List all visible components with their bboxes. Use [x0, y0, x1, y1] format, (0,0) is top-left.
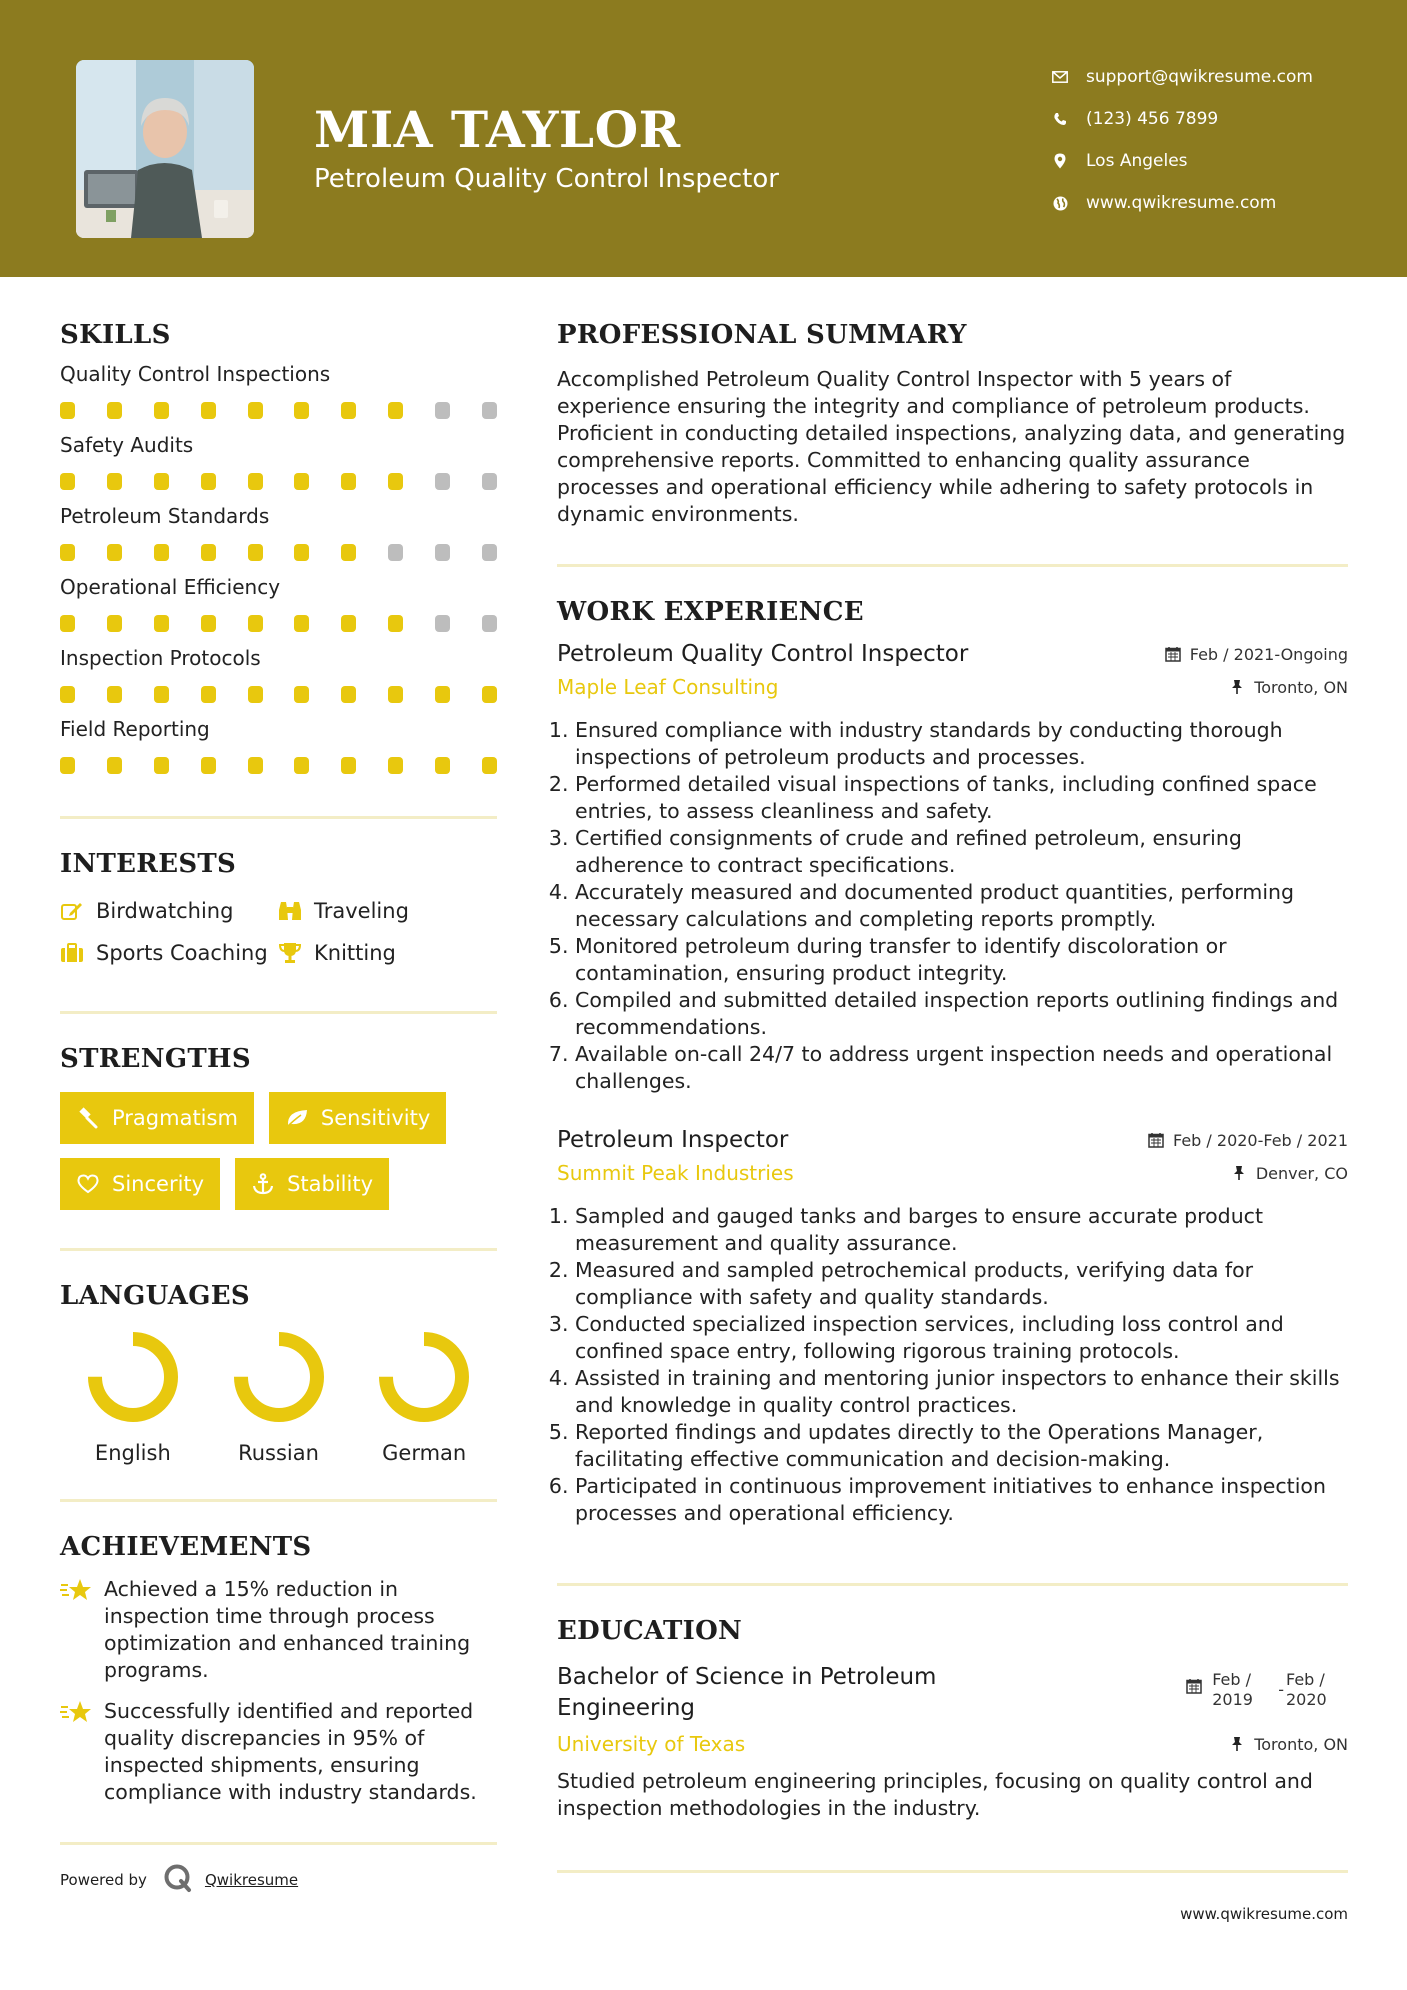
- skill-item: [60, 646, 497, 703]
- achievement-text: Successfully identified and reported quality discrepancies in 95% of inspected shipments, ensuring compliance with industry standards.: [104, 1699, 477, 1804]
- strength-label: Pragmatism: [112, 1106, 238, 1130]
- pencil-square-icon: [60, 899, 84, 923]
- strength-label: Stability: [287, 1172, 374, 1196]
- globe-icon: [1050, 193, 1070, 213]
- job-bullet: 2. Performed detailed visual inspections of tanks, including confined space entries, to assess cleanliness and safety.: [575, 771, 1348, 825]
- rating-dot-filled: [294, 757, 309, 774]
- job-dates-text: Feb / 2020-Feb / 2021: [1173, 1130, 1348, 1150]
- skill-name: Operational Efficiency: [60, 575, 281, 599]
- strength-chip: [60, 1092, 254, 1144]
- rating-dot-filled: [294, 686, 309, 703]
- rating-dot-filled: [341, 402, 356, 419]
- summary-section: [557, 320, 1348, 528]
- powered-by-text: Powered by: [60, 1871, 147, 1889]
- interest-item: [278, 899, 497, 923]
- rating-dot-filled: [201, 615, 216, 632]
- skill-item: [60, 717, 497, 774]
- contact-website[interactable]: [1050, 182, 1313, 224]
- thumbtack-icon: [1230, 1164, 1248, 1182]
- company-name: Maple Leaf Consulting: [557, 675, 779, 699]
- rating-dot-filled: [60, 686, 75, 703]
- job-bullet: 5. Monitored petroleum during transfer to identify discoloration or contamination, ensuring product integrity.: [575, 933, 1348, 987]
- rating-dot-filled: [341, 473, 356, 490]
- strength-chip: [60, 1158, 220, 1210]
- contact-location: [1050, 140, 1313, 182]
- star-icon: [60, 1698, 94, 1728]
- rating-dot-filled: [201, 686, 216, 703]
- rating-dot-filled: [294, 473, 309, 490]
- contact-email-text: support@qwikresume.com: [1086, 67, 1313, 87]
- skill-name: Quality Control Inspections: [60, 362, 331, 386]
- heart-icon: [76, 1172, 100, 1196]
- rating-dot-filled: [248, 757, 263, 774]
- rating-dot-filled: [60, 544, 75, 561]
- rating-dot-filled: [294, 402, 309, 419]
- strengths-section: [60, 1044, 497, 1210]
- rating-dot-filled: [201, 402, 216, 419]
- experience-section: [557, 597, 1348, 1527]
- achievement-item: [60, 1576, 497, 1684]
- rating-dot-empty: [435, 544, 450, 561]
- rating-dot-filled: [482, 757, 497, 774]
- rating-dot-filled: [341, 544, 356, 561]
- rating-dot-filled: [107, 544, 122, 561]
- job-bullets: [557, 717, 1348, 1095]
- job-bullet: 1. Sampled and gauged tanks and barges to ensure accurate product measurement and quality assurance.: [575, 1203, 1348, 1257]
- summary-title: PROFESSIONAL SUMMARY: [557, 320, 967, 350]
- strength-chip: [269, 1092, 446, 1144]
- section-divider: [60, 816, 497, 819]
- rating-dot-filled: [154, 544, 169, 561]
- skill-name: Safety Audits: [60, 433, 194, 457]
- calendar-icon: [1147, 1131, 1165, 1149]
- anchor-icon: [251, 1172, 275, 1196]
- rating-dot-filled: [201, 473, 216, 490]
- rating-dot-filled: [435, 686, 450, 703]
- interest-label: Birdwatching: [96, 899, 234, 923]
- skill-item: [60, 433, 497, 490]
- interests-title: INTERESTS: [60, 849, 237, 879]
- language-ring: [233, 1331, 325, 1423]
- skill-rating: [60, 615, 497, 632]
- interest-item: [278, 941, 497, 965]
- strength-label: Sincerity: [112, 1172, 205, 1196]
- rating-dot-filled: [107, 757, 122, 774]
- rating-dot-empty: [388, 544, 403, 561]
- job-title: Petroleum Quality Control Inspector: [557, 641, 969, 667]
- rating-dot-filled: [248, 615, 263, 632]
- rating-dot-filled: [107, 615, 122, 632]
- job-bullet: 7. Available on-call 24/7 to address urgent inspection needs and operational challenges.: [575, 1041, 1348, 1095]
- interest-item: [60, 941, 278, 965]
- interest-label: Knitting: [314, 941, 396, 965]
- section-divider: [60, 1011, 497, 1014]
- skills-list: [60, 362, 497, 774]
- rating-dot-filled: [60, 615, 75, 632]
- rating-dot-empty: [482, 544, 497, 561]
- skill-rating: [60, 402, 497, 419]
- job-dates: [1147, 1131, 1348, 1150]
- job-location-text: Toronto, ON: [1254, 677, 1348, 697]
- rating-dot-filled: [60, 757, 75, 774]
- rating-dot-empty: [482, 402, 497, 419]
- strengths-list: [60, 1092, 497, 1210]
- rating-dot-filled: [248, 544, 263, 561]
- company-name: Summit Peak Industries: [557, 1161, 794, 1185]
- rating-dot-filled: [388, 757, 403, 774]
- rating-dot-filled: [388, 473, 403, 490]
- rating-dot-filled: [60, 473, 75, 490]
- skills-title: SKILLS: [60, 320, 171, 350]
- rating-dot-filled: [435, 757, 450, 774]
- education-dates: [1186, 1670, 1348, 1710]
- trophy-icon: [278, 941, 302, 965]
- languages-title: LANGUAGES: [60, 1281, 250, 1311]
- language-ring-arc: [95, 1339, 171, 1415]
- rating-dot-empty: [435, 615, 450, 632]
- rating-dot-empty: [482, 615, 497, 632]
- leaf-icon: [285, 1106, 309, 1130]
- contact-list: [1050, 56, 1313, 224]
- section-divider: [60, 1248, 497, 1251]
- briefcase-icon: [60, 941, 84, 965]
- job-dates-text: Feb / 2021-Ongoing: [1189, 644, 1348, 664]
- contact-website-text: www.qwikresume.com: [1086, 193, 1277, 213]
- skill-name: Field Reporting: [60, 717, 210, 741]
- experience-title: WORK EXPERIENCE: [557, 597, 864, 627]
- rating-dot-filled: [107, 402, 122, 419]
- interest-label: Sports Coaching: [96, 941, 268, 965]
- education-start: Feb / 2019: [1212, 1670, 1253, 1709]
- section-divider: [60, 1499, 497, 1502]
- rating-dot-filled: [201, 757, 216, 774]
- achievement-item: [60, 1698, 497, 1806]
- job-location-text: Denver, CO: [1255, 1163, 1348, 1183]
- languages-section: [60, 1281, 497, 1465]
- candidate-name: MIA TAYLOR: [314, 100, 681, 159]
- language-ring: [87, 1331, 179, 1423]
- rating-dot-filled: [294, 544, 309, 561]
- skill-name: Petroleum Standards: [60, 504, 270, 528]
- job-title: Petroleum Inspector: [557, 1127, 789, 1153]
- job-bullet: 3. Conducted specialized inspection services, including loss control and confined space entry, following rigorous training protocols.: [575, 1311, 1348, 1365]
- thumbtack-icon: [1228, 678, 1246, 696]
- rating-dot-filled: [482, 686, 497, 703]
- education-location: [1228, 1735, 1348, 1754]
- calendar-icon: [1164, 645, 1182, 663]
- skill-rating: [60, 686, 497, 703]
- job-dates: [1164, 645, 1348, 664]
- degree-title: Bachelor of Science in Petroleum Engineering: [557, 1664, 937, 1721]
- skill-item: [60, 504, 497, 561]
- contact-email[interactable]: [1050, 56, 1313, 98]
- job-bullet: 4. Assisted in training and mentoring junior inspectors to enhance their skills and knowledge in quality control practices.: [575, 1365, 1348, 1419]
- achievement-text: Achieved a 15% reduction in inspection time through process optimization and enhanced training programs.: [104, 1577, 471, 1682]
- interest-item: [60, 899, 278, 923]
- job-location: [1230, 1164, 1348, 1183]
- language-item: [351, 1331, 497, 1465]
- rating-dot-filled: [388, 402, 403, 419]
- rating-dot-filled: [341, 615, 356, 632]
- skill-item: [60, 362, 497, 419]
- skill-rating: [60, 544, 497, 561]
- job-bullet: 5. Reported findings and updates directly to the Operations Manager, facilitating effective communication and decision-making.: [575, 1419, 1348, 1473]
- envelope-icon: [1050, 67, 1070, 87]
- qwikresume-link[interactable]: Qwikresume: [204, 1871, 299, 1889]
- profile-photo: [76, 60, 254, 238]
- summary-text: Accomplished Petroleum Quality Control Inspector with 5 years of experience ensuring the integrity and compliance of petroleum products. Proficient in conducting detailed inspections, analyzing data, and generating comprehensive reports. Committed to enhancing quality assurance processes and operational efficiency while adhering to safety protocols in dynamic environments.: [557, 367, 1346, 526]
- language-ring-arc: [386, 1339, 462, 1415]
- education-date-separator: -: [1278, 1680, 1284, 1699]
- job-entry: [557, 641, 1348, 1095]
- job-entry: [557, 1127, 1348, 1527]
- rating-dot-filled: [388, 615, 403, 632]
- rating-dot-filled: [107, 473, 122, 490]
- language-name: German: [382, 1441, 467, 1465]
- education-location-text: Toronto, ON: [1254, 1734, 1348, 1754]
- calendar-icon: [1186, 1678, 1204, 1696]
- footer-website-link[interactable]: www.qwikresume.com: [1180, 1905, 1348, 1923]
- skills-section: [60, 320, 497, 774]
- interests-section: [60, 849, 497, 965]
- job-bullets: [557, 1203, 1348, 1527]
- rating-dot-filled: [294, 615, 309, 632]
- section-divider: [557, 564, 1348, 567]
- strength-label: Sensitivity: [320, 1106, 431, 1130]
- skill-rating: [60, 757, 497, 774]
- language-ring: [378, 1331, 470, 1423]
- rating-dot-empty: [482, 473, 497, 490]
- rating-dot-filled: [154, 473, 169, 490]
- rating-dot-filled: [154, 402, 169, 419]
- strength-chip: [235, 1158, 389, 1210]
- rating-dot-empty: [435, 402, 450, 419]
- education-title: EDUCATION: [557, 1616, 743, 1646]
- star-icon: [60, 1576, 94, 1606]
- rating-dot-filled: [341, 757, 356, 774]
- resume-header: [0, 0, 1407, 277]
- school-name: University of Texas: [557, 1732, 746, 1756]
- qwikresume-logo-icon: [163, 1863, 193, 1897]
- rating-dot-filled: [341, 686, 356, 703]
- skill-name: Inspection Protocols: [60, 646, 261, 670]
- candidate-role: Petroleum Quality Control Inspector: [314, 164, 779, 194]
- language-item: [206, 1331, 352, 1465]
- strengths-title: STRENGTHS: [60, 1044, 251, 1074]
- education-end: Feb / 2020: [1286, 1670, 1327, 1709]
- job-location: [1228, 678, 1348, 697]
- job-bullet: 2. Measured and sampled petrochemical products, verifying data for compliance with safety and quality standards.: [575, 1257, 1348, 1311]
- contact-location-text: Los Angeles: [1086, 151, 1188, 171]
- education-section: [557, 1616, 1348, 1822]
- job-bullet: 6. Participated in continuous improvement initiatives to enhance inspection processes and operational efficiency.: [575, 1473, 1348, 1527]
- rating-dot-filled: [154, 757, 169, 774]
- rating-dot-filled: [154, 615, 169, 632]
- education-description: Studied petroleum engineering principles, focusing on quality control and inspection methodologies in the industry.: [557, 1769, 1313, 1820]
- interests-list: [60, 899, 497, 965]
- language-name: Russian: [238, 1441, 319, 1465]
- language-name: English: [94, 1441, 171, 1465]
- gavel-icon: [76, 1106, 100, 1130]
- job-bullet: 1. Ensured compliance with industry standards by conducting thorough inspections of petroleum products and processes.: [575, 717, 1348, 771]
- contact-phone[interactable]: [1050, 98, 1313, 140]
- powered-by: [60, 1863, 497, 1897]
- rating-dot-filled: [388, 686, 403, 703]
- language-item: [60, 1331, 206, 1465]
- section-divider: [557, 1583, 1348, 1586]
- job-bullet: 3. Certified consignments of crude and refined petroleum, ensuring adherence to contract specifications.: [575, 825, 1348, 879]
- thumbtack-icon: [1228, 1735, 1246, 1753]
- rating-dot-filled: [60, 402, 75, 419]
- languages-list: [60, 1331, 497, 1465]
- skill-item: [60, 575, 497, 632]
- rating-dot-filled: [248, 686, 263, 703]
- skill-rating: [60, 473, 497, 490]
- map-marker-icon: [1050, 151, 1070, 171]
- rating-dot-empty: [435, 473, 450, 490]
- language-ring-arc: [241, 1339, 317, 1415]
- interest-label: Traveling: [314, 899, 409, 923]
- achievements-section: [60, 1532, 497, 1806]
- rating-dot-filled: [248, 473, 263, 490]
- contact-phone-text: (123) 456 7899: [1086, 109, 1219, 129]
- achievements-title: ACHIEVEMENTS: [60, 1532, 312, 1562]
- section-divider: [557, 1870, 1348, 1873]
- rating-dot-filled: [154, 686, 169, 703]
- binoculars-icon: [278, 899, 302, 923]
- phone-icon: [1050, 109, 1070, 129]
- rating-dot-filled: [107, 686, 122, 703]
- right-column: [557, 320, 1348, 1873]
- job-bullet: 4. Accurately measured and documented product quantities, performing necessary calculations and completing reports promptly.: [575, 879, 1348, 933]
- rating-dot-filled: [201, 544, 216, 561]
- job-bullet: 6. Compiled and submitted detailed inspection reports outlining findings and recommendations.: [575, 987, 1348, 1041]
- left-column: [60, 320, 497, 1897]
- rating-dot-filled: [248, 402, 263, 419]
- section-divider: [60, 1842, 497, 1845]
